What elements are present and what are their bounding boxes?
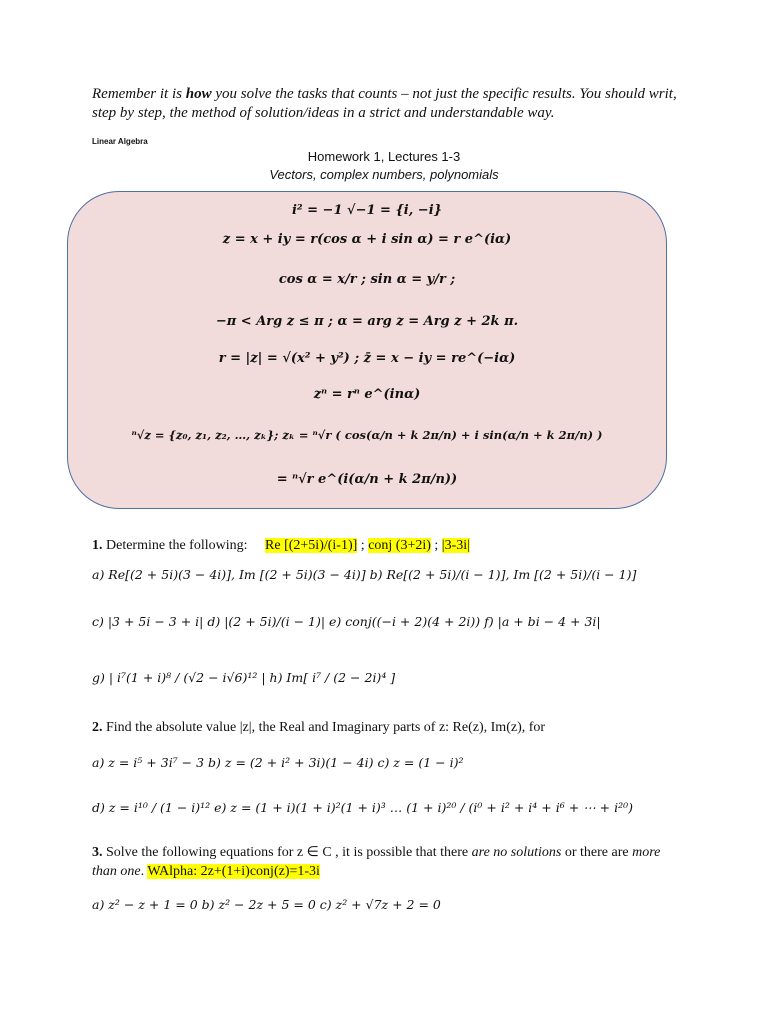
highlight-modulus: |3-3i| — [441, 538, 470, 553]
question-1-number: 1. — [92, 538, 103, 553]
question-1-row-ab: a) Re[(2 + 5i)(3 − 4i)], Im [(2 + 5i)(3 − 4i)] b) Re[(2 + 5i)/(i − 1)], Im [(2 + 5i)/(i − 1)] — [92, 567, 637, 582]
question-3-emphasis-many: more than one — [92, 845, 661, 879]
formula-modulus-conjugate: r = |z| = √(x² + y²) ; z̄ = x − iy = re^(−iα) — [218, 351, 516, 366]
question-1-row-gh: g) | i⁷(1 + i)⁸ / (√2 − i√6)¹² | h) Im[ i⁷ / (2 − 2i)⁴ ] — [92, 670, 396, 685]
formula-box — [67, 191, 667, 509]
formula-polar-form: z = x + iy = r(cos α + i sin α) = r e^(iα) — [222, 232, 512, 247]
intro-emphasis: how — [185, 86, 212, 102]
course-label: Linear Algebra — [92, 137, 148, 146]
intro-text: Remember it is — [92, 86, 186, 102]
formula-cos-sin: cos α = x/r ; sin α = y/r ; — [278, 272, 456, 287]
question-3-period: . — [140, 864, 148, 879]
question-2 — [92, 720, 545, 736]
question-3-emphasis-none: are no solutions — [471, 845, 562, 860]
separator: ; — [434, 538, 439, 553]
formula-imaginary-unit: i² = −1 √−1 = {i, −i} — [291, 203, 442, 218]
formula-de-moivre: zⁿ = rⁿ e^(inα) — [313, 387, 421, 402]
question-3-text: Solve the following equations for z ∈ C , it is possible that there — [102, 845, 472, 860]
question-3-row-abc: a) z² − z + 1 = 0 b) z² − 2z + 5 = 0 c) z² + √7z + 2 = 0 — [92, 897, 441, 912]
question-1-row-cdef: c) |3 + 5i − 3 + i| d) |(2 + 5i)/(i − 1)| e) conj((−i + 2)(4 + 2i)) f) |a + bi − 4 + 3i| — [92, 614, 601, 629]
formula-nth-roots: ⁿ√z = {z₀, z₁, z₂, …, zₖ}; zₖ = ⁿ√r ( cos(α/n + k 2π/n) + i sin(α/n + k 2π/n) ) — [131, 428, 603, 442]
separator: ; — [360, 538, 365, 553]
question-3-number: 3. — [92, 845, 103, 860]
question-2-text: Find the absolute value |z|, the Real and Imaginary parts of z: Re(z), Im(z), for — [102, 720, 546, 735]
homework-subtitle: Vectors, complex numbers, polynomials — [269, 167, 499, 182]
highlight-re-quotient: Re [(2+5i)/(i-1)] — [265, 538, 358, 553]
intro-text-continued: you solve the tasks that counts – not just the specific results. You should writ, step by step, the method of solution/ideas in a strict and understandable way. — [92, 86, 677, 121]
question-1-text: Determine the following: — [102, 538, 248, 553]
question-3-text-continued: or there are — [561, 845, 633, 860]
question-3 — [92, 843, 682, 881]
highlight-walpha: WAlpha: 2z+(1+i)conj(z)=1-3i — [147, 864, 320, 879]
formula-argument: −π < Arg z ≤ π ; α = arg z = Arg z + 2k π. — [215, 314, 519, 329]
formula-nth-roots-exponential: = ⁿ√r e^(i(α/n + k 2π/n)) — [276, 472, 458, 487]
question-2-number: 2. — [92, 720, 103, 735]
highlight-conj: conj (3+2i) — [368, 538, 431, 553]
question-2-row-de: d) z = i¹⁰ / (1 − i)¹² e) z = (1 + i)(1 + i)²(1 + i)³ … (1 + i)²⁰ / (i⁰ + i² + i⁴ + i⁶ + ⋯ + i²⁰) — [92, 800, 633, 815]
instructions-paragraph — [92, 85, 692, 123]
question-2-row-abc: a) z = i⁵ + 3i⁷ − 3 b) z = (2 + i² + 3i)(1 − 4i) c) z = (1 − i)² — [92, 755, 464, 770]
homework-title: Homework 1, Lectures 1-3 — [307, 149, 461, 164]
question-1 — [92, 538, 470, 554]
